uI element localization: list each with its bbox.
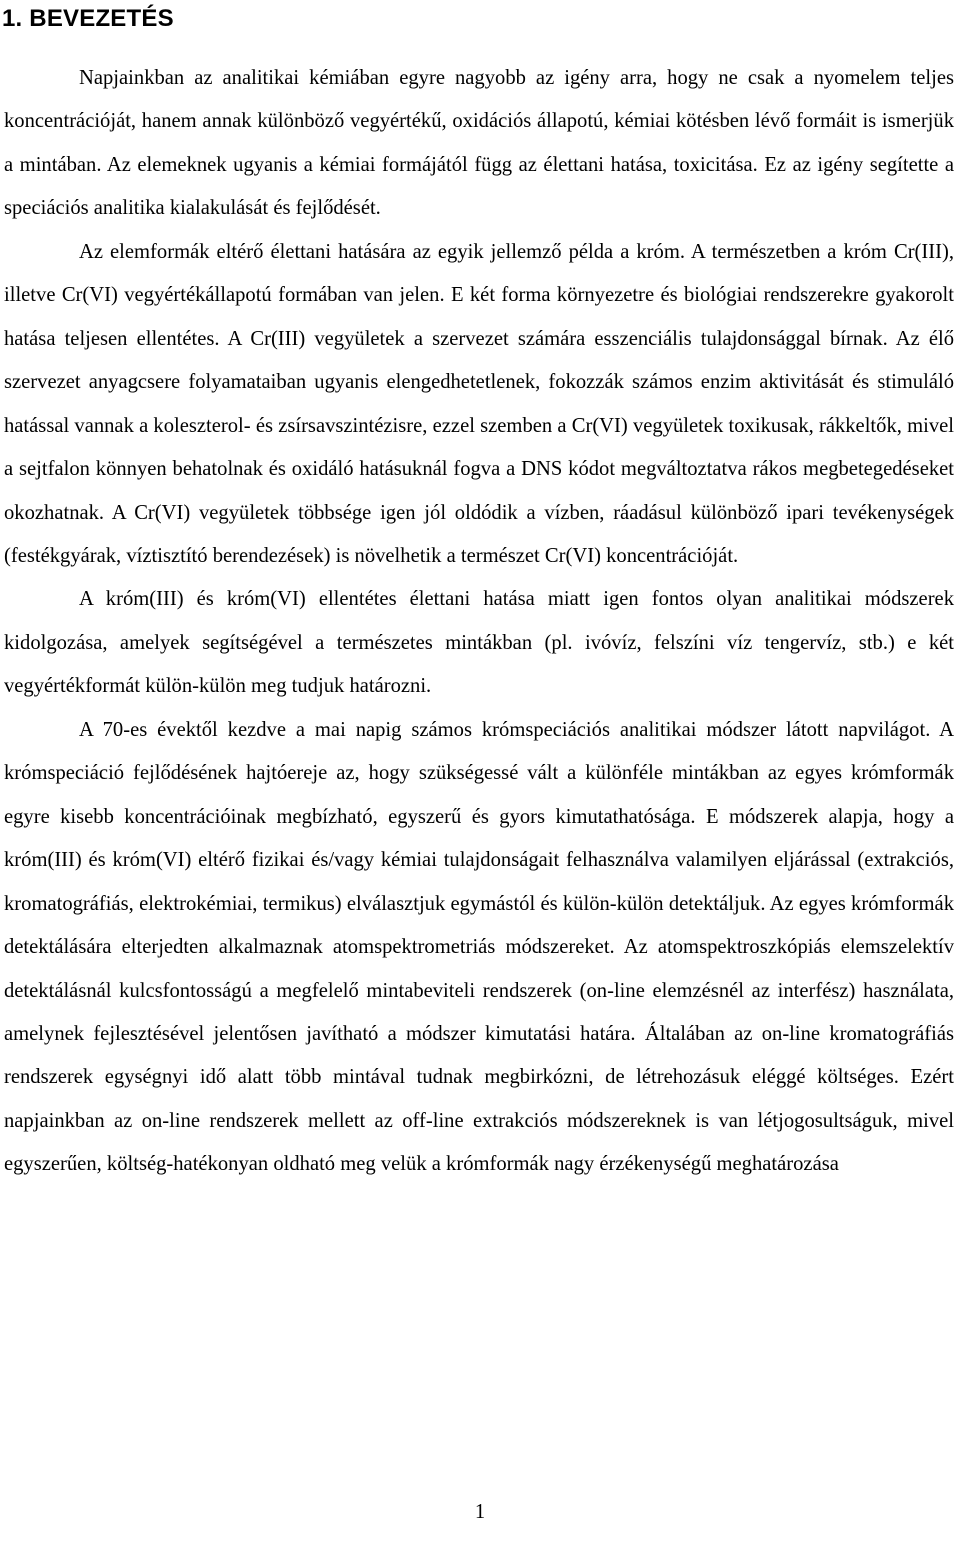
paragraph-analytical-methods-need: A króm(III) és króm(VI) ellentétes élettani hatása miatt igen fontos olyan analitikai módszerek kidolgozása, amelyek segítségével a természetes mintákban (pl. ivóvíz, felszíni víz tengervíz, stb.) e két vegyértékformát külön-külön meg tudjuk határozni.: [4, 588, 954, 698]
page-number: 1: [474, 1501, 486, 1523]
paragraph-chromium-forms: Az elemformák eltérő élettani hatására az egyik jellemző példa a króm. A természetben a króm Cr(III), illetve Cr(VI) vegyértékállapotú formában van jelen. E két forma környezetre és biológiai rendszerekre gyakorolt hatása teljesen ellentétes. A Cr(III) vegyületek a szervezet számára esszenciális tulajdonsággal bírnak. Az élő szervezet anyagcsere folyamataiban ugyanis elengedhetetlenek, fokozzák számos enzim aktivitását és stimuláló hatással vannak a koleszterol- és zsírsavszintézisre, ezzel szemben a Cr(VI) vegyületek toxikusak, rákkeltők, mivel a sejtfalon könnyen behatolnak és oxidáló hatásuknál fogva a DNS kódot megváltoztatva rákos megbetegedéseket okozhatnak. A Cr(VI) vegyületek többsége igen jól oldódik a vízben, ráadásul különböző ipari tevékenységek (festékgyárak, víztisztító berendezések) is növelhetik a természet Cr(VI) koncentrációját.: [4, 240, 954, 567]
section-heading: 1. BEVEZETÉS: [2, 5, 174, 32]
paragraph-speciation-intro: Napjainkban az analitikai kémiában egyre nagyobb az igény arra, hogy ne csak a nyomelem teljes koncentrációját, hanem annak különböző vegyértékű, oxidációs állapotú, kémiai kötésben lévő formáit is ismerjük a mintában. Az elemeknek ugyanis a kémiai formájától függ az élettani hatása, toxicitása. Ez az igény segítette a speciációs analitika kialakulását és fejlődését.: [4, 67, 954, 220]
body-text: [4, 57, 954, 1187]
paragraph-speciation-history: A 70-es évektől kezdve a mai napig számos krómspeciációs analitikai módszer látott napvilágot. A krómspeciáció fejlődésének hajtóereje az, hogy szükségessé vált a különféle mintákban az egyes krómformák egyre kisebb koncentrációinak megbízható, egyszerű és gyors kimutathatósága. E módszerek alapja, hogy a króm(III) és króm(VI) eltérő fizikai és/vagy kémiai tulajdonságait felhasználva valamilyen eljárással (extrakciós, kromatográfiás, elektrokémiai, termikus) elválasztjuk egymástól és külön-külön detektáljuk. Az egyes krómformák detektálására elterjedten alkalmaznak atomspektrometriás módszereket. Az atomspektroszkópiás elemszelektív detektálásnál kulcsfontosságú a megfelelő mintabeviteli rendszerek (on-line elemzésnél az interfész) használata, amelynek fejlesztésével jelentősen javítható a módszer kimutatási határa. Általában az on-line kromatográfiás rendszerek egységnyi idő alatt több mintával tudnak megbirkózni, de létrehozásuk eléggé költséges. Ezért napjainkban az on-line rendszerek mellett az off-line extrakciós módszereknek is van létjogosultságuk, mivel egyszerűen, költség-hatékonyan oldható meg velük a krómformák nagy érzékenységű meghatározása: [4, 718, 954, 1176]
